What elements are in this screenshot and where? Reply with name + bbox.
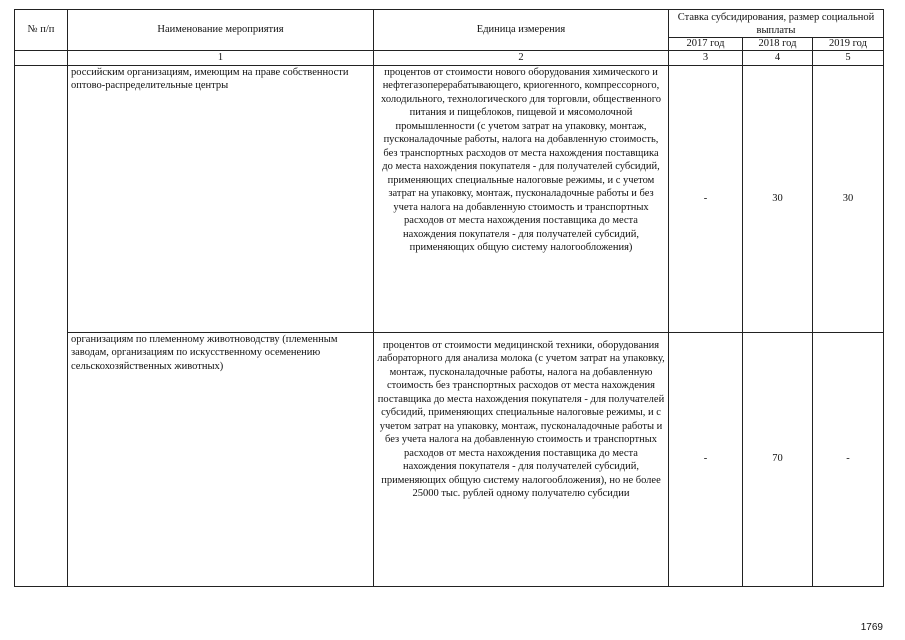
measure-unit: процентов от стоимости нового оборудования химического и нефтегазоперерабатывающего, криогенного, компрессорного, холодильного, технологического для торговли, общественного питания и пищеблоков, пищевой и мясомолочной промышленности (с учетом затрат на упаковку, монтаж, пусконаладочные работы, налога на добавленную стоимость, без транспортных расходов от места нахождения поставщика до места нахождения покупателя - для получателей субсидий, применяющих специальные налоговые режимы, и с учетом затрат на упаковку, монтаж, пусконаладочные работы и без учета налога на добавленную стоимость и транспортных расходов от места нахождения поставщика до места нахождения покупателя - для получателей субсидий, применяющих общую систему налогообложения): [374, 65, 669, 332]
rate-2018: 70: [743, 332, 813, 586]
column-index-0: [15, 51, 68, 66]
subsidy-table: [14, 9, 884, 587]
header-row: [15, 10, 884, 38]
rate-2018: 30: [743, 65, 813, 332]
rate-2019: 30: [813, 65, 884, 332]
table-row: [15, 332, 884, 586]
rate-2017: -: [669, 332, 743, 586]
header-year-2017: 2017 год: [669, 38, 743, 51]
measure-name: российским организациям, имеющим на праве собственности оптово-распределительные центры: [68, 65, 374, 332]
column-index-2: 2: [374, 51, 669, 66]
header-number: № п/п: [15, 10, 68, 51]
column-index-4: 4: [743, 51, 813, 66]
table-row: [15, 65, 884, 332]
measure-name: организациям по племенному животноводству (племенным заводам, организациям по искусственному осеменению сельскохозяйственных животных): [68, 332, 374, 586]
header-unit: Единица измерения: [374, 10, 669, 51]
rate-2019: -: [813, 332, 884, 586]
column-index-5: 5: [813, 51, 884, 66]
header-year-2018: 2018 год: [743, 38, 813, 51]
row-number-cell: [15, 65, 68, 586]
page-number: 1769: [860, 622, 883, 633]
header-year-2019: 2019 год: [813, 38, 884, 51]
column-index-1: 1: [68, 51, 374, 66]
rate-2017: -: [669, 65, 743, 332]
column-index-row: [15, 51, 884, 66]
header-name: Наименование мероприятия: [68, 10, 374, 51]
column-index-3: 3: [669, 51, 743, 66]
measure-unit: процентов от стоимости медицинской техники, оборудования лабораторного для анализа молока (с учетом затрат на упаковку, монтаж, пусконаладочные работы, налога на добавленную стоимость без транспортных расходов от места нахождения поставщика до места нахождения покупателя - для получателей субсидий, применяющих специальные налоговые режимы, и с учетом затрат на упаковку, монтаж, пусконаладочные работы и без учета налога на добавленную стоимость и транспортных расходов от места нахождения поставщика до места нахождения покупателя - для получателей субсидий, применяющих общую систему налогообложения), но не более 25000 тыс. рублей одному получателю субсидии: [374, 332, 669, 586]
header-rate: Ставка субсидирования, размер социальной выплаты: [669, 10, 884, 38]
